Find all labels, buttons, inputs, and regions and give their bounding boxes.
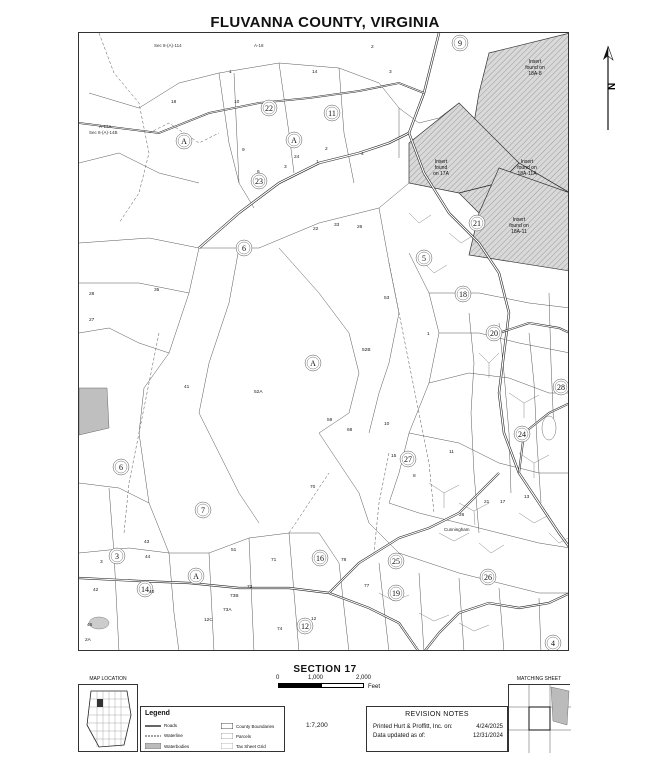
legend-title: Legend xyxy=(145,710,170,717)
parcel-number-label: 28 xyxy=(89,292,95,297)
svg-text:6: 6 xyxy=(242,244,246,253)
parcel-number-label: 52A xyxy=(254,390,263,395)
section-circle-label xyxy=(324,105,340,121)
section-circle-label xyxy=(176,133,192,149)
insert-note: found on xyxy=(525,65,545,71)
parcel-number-label: 43 xyxy=(144,540,150,545)
svg-text:11: 11 xyxy=(328,109,336,118)
parcel-number-label: 17 xyxy=(500,500,506,505)
parcel-number-label: 10 xyxy=(234,100,240,105)
parcel-number-label: 26 xyxy=(357,225,363,230)
svg-text:26: 26 xyxy=(484,573,492,582)
section-circle-label xyxy=(486,325,502,341)
parcel-number-label: 74 xyxy=(277,627,283,632)
gis-label: A-14A xyxy=(99,124,112,129)
parcel-number-label: 9 xyxy=(242,148,245,153)
parcel-number-label: 22 xyxy=(313,227,319,232)
section-circle-label xyxy=(236,240,252,256)
map-location-title: MAP LOCATION xyxy=(89,676,127,682)
parcel-number-label: 12 xyxy=(311,617,317,622)
section-circle-label xyxy=(113,459,129,475)
section-circle-label xyxy=(545,635,561,651)
section-circle-label xyxy=(305,355,321,371)
scale-tick-0: 0 xyxy=(276,675,280,681)
parcel-number-label: 3 xyxy=(100,560,103,565)
matching-sheet-title: MATCHING SHEET xyxy=(516,676,562,682)
parcel-number-label: 1 xyxy=(316,160,319,165)
legend xyxy=(140,706,285,752)
section-circle-label xyxy=(400,451,416,467)
svg-text:9: 9 xyxy=(458,39,462,48)
revision-notes xyxy=(366,706,508,752)
parcel-number-label: 24 xyxy=(294,155,300,160)
svg-text:19: 19 xyxy=(392,589,400,598)
parcel-number-label: 4 xyxy=(361,152,364,157)
parcel-number-label: 73A xyxy=(223,608,232,613)
svg-text:21: 21 xyxy=(473,219,481,228)
section-circle-label xyxy=(188,568,204,584)
parcel-number-label: 1 xyxy=(229,70,232,75)
section-circle-label xyxy=(195,502,211,518)
legend-item-waterbodies: Waterbodies xyxy=(145,743,189,749)
scale-tick-2: 2,000 xyxy=(356,675,372,681)
parcel-number-label: 35 xyxy=(154,288,160,293)
parcel-number-label: 59 xyxy=(327,418,333,423)
svg-text:20: 20 xyxy=(490,329,498,338)
svg-text:18: 18 xyxy=(459,290,467,299)
svg-text:7: 7 xyxy=(201,506,205,515)
section-circle-label xyxy=(452,35,468,51)
parcel-number-label: 2A xyxy=(85,638,91,643)
subdivision-lines xyxy=(379,213,569,631)
parcel-number-label: 2 xyxy=(325,147,328,152)
section-circle-label xyxy=(416,250,432,266)
insert-note: 18A-11A xyxy=(517,171,537,177)
parcel-number-label: 10 xyxy=(384,422,390,427)
parcel-number-label: 1 xyxy=(427,332,430,337)
map-frame[interactable] xyxy=(78,32,569,651)
svg-text:24: 24 xyxy=(518,430,526,439)
section-title: SECTION 17 xyxy=(293,664,357,675)
parcel-number-label: 2 xyxy=(371,45,374,50)
parcel-number-label: 40 xyxy=(149,590,155,595)
legend-item-tax-sheet-grid: Tax Sheet Grid xyxy=(221,743,266,749)
parcel-number-label: 78 xyxy=(341,558,347,563)
svg-text:A: A xyxy=(193,572,199,581)
matching-sheet-grid xyxy=(508,684,570,752)
map-title: FLUVANNA COUNTY, VIRGINIA xyxy=(210,14,440,31)
parcel-number-label: 52B xyxy=(362,348,371,353)
parcel-number-label: 68 xyxy=(347,428,353,433)
legend-item-roads: Roads xyxy=(164,723,178,728)
parcel-number-label: 41 xyxy=(184,385,190,390)
svg-text:A: A xyxy=(181,137,187,146)
section-circle-label xyxy=(261,100,277,116)
insert-note: on 17A xyxy=(433,171,449,177)
section-circle-label xyxy=(251,173,267,189)
parcel-number-label: 15 xyxy=(391,454,397,459)
parcel-number-label: 11 xyxy=(449,450,454,455)
parcel-number-label: 26 xyxy=(459,513,465,518)
north-arrow-icon xyxy=(600,46,620,132)
waterbody xyxy=(79,388,109,435)
parcel-number-label: 8 xyxy=(413,474,416,479)
svg-text:16: 16 xyxy=(316,554,324,563)
gis-label: Sec 8-(A)-14B xyxy=(89,130,118,135)
svg-text:A: A xyxy=(310,359,316,368)
section-circle-label xyxy=(388,553,404,569)
section-circle-label xyxy=(480,569,496,585)
parcel-number-label: 12C xyxy=(204,618,213,623)
svg-text:28: 28 xyxy=(557,383,565,392)
legend-item-parcels: Parcels xyxy=(221,733,251,739)
map-location-inset xyxy=(78,684,138,752)
updated-date: 12/31/2024 xyxy=(472,733,503,739)
svg-text:3: 3 xyxy=(115,552,119,561)
insert-note: found xyxy=(434,165,448,171)
revision-title: REVISION NOTES xyxy=(405,711,469,718)
section-circle-label xyxy=(109,548,125,564)
svg-text:23: 23 xyxy=(255,177,263,186)
insert-note: 18A-11 xyxy=(511,229,527,235)
printed-label: Printed Hurt & Proffitt, Inc. on: xyxy=(373,724,453,730)
svg-text:22: 22 xyxy=(265,104,273,113)
insert-note: found on xyxy=(509,223,529,229)
section-circle-label xyxy=(469,215,485,231)
parcel-number-label: 3 xyxy=(389,70,392,75)
svg-text:12: 12 xyxy=(301,622,309,631)
scale-unit: Feet xyxy=(368,684,381,690)
scale-bar xyxy=(278,675,388,697)
parcel-number-label: 44 xyxy=(145,555,151,560)
scale-ratio: 1:7,200 xyxy=(306,722,328,729)
updated-label: Data updated as of: xyxy=(373,733,426,739)
parcel-number-label: 77 xyxy=(364,584,370,589)
parcel-number-label: 6 xyxy=(257,170,260,175)
parcel-number-label: 71 xyxy=(271,558,277,563)
parcel-number-label: 53 xyxy=(384,296,390,301)
section-circle-label xyxy=(388,585,404,601)
parcel-number-label: 27 xyxy=(89,318,95,323)
gis-label: A-18 xyxy=(254,43,264,48)
parcel-number-label: 46 xyxy=(87,623,93,628)
svg-text:27: 27 xyxy=(404,455,412,464)
parcel-number-label: 70 xyxy=(310,485,316,490)
parcel-number-label: 51 xyxy=(231,548,237,553)
insert-note: Insert xyxy=(528,59,542,65)
scale-tick-1: 1,000 xyxy=(308,675,324,681)
parcel-number-label: 73B xyxy=(230,594,239,599)
gis-label: Sec 8-(A)-114 xyxy=(154,43,182,48)
svg-text:6: 6 xyxy=(119,463,123,472)
north-label: N xyxy=(607,82,618,90)
svg-text:A: A xyxy=(291,136,297,145)
parcel-number-label: 13 xyxy=(524,495,530,500)
parcel-number-label: 33 xyxy=(334,223,340,228)
parcel-number-label: 72 xyxy=(247,585,253,590)
parcel-number-label: 42 xyxy=(93,588,99,593)
insert-note: Insert xyxy=(512,217,526,223)
section-circle-label xyxy=(553,379,569,395)
insert-note: Insert xyxy=(434,159,448,165)
parcel-number-label: 3 xyxy=(284,165,287,170)
svg-text:14: 14 xyxy=(141,585,149,594)
section-circle-label xyxy=(312,550,328,566)
parcel-number-label: 18 xyxy=(171,100,177,105)
parcel-number-label: 21 xyxy=(484,500,490,505)
svg-text:4: 4 xyxy=(551,639,555,648)
insert-note: found on xyxy=(517,165,537,171)
printed-date: 4/24/2025 xyxy=(476,724,503,730)
insert-note: 18A-8 xyxy=(528,71,542,77)
legend-item-county-boundaries: County Boundaries xyxy=(221,723,274,729)
road-label: Cunningham xyxy=(444,527,470,532)
section-circle-label xyxy=(286,132,302,148)
svg-text:25: 25 xyxy=(392,557,400,566)
legend-item-waterline: Waterline xyxy=(164,733,183,738)
parcel-map[interactable] xyxy=(79,33,569,651)
svg-text:5: 5 xyxy=(422,254,426,263)
insert-note: Insert xyxy=(520,159,534,165)
section-circle-label xyxy=(455,286,471,302)
parcel-number-label: 14 xyxy=(312,70,318,75)
section-circle-label xyxy=(514,426,530,442)
